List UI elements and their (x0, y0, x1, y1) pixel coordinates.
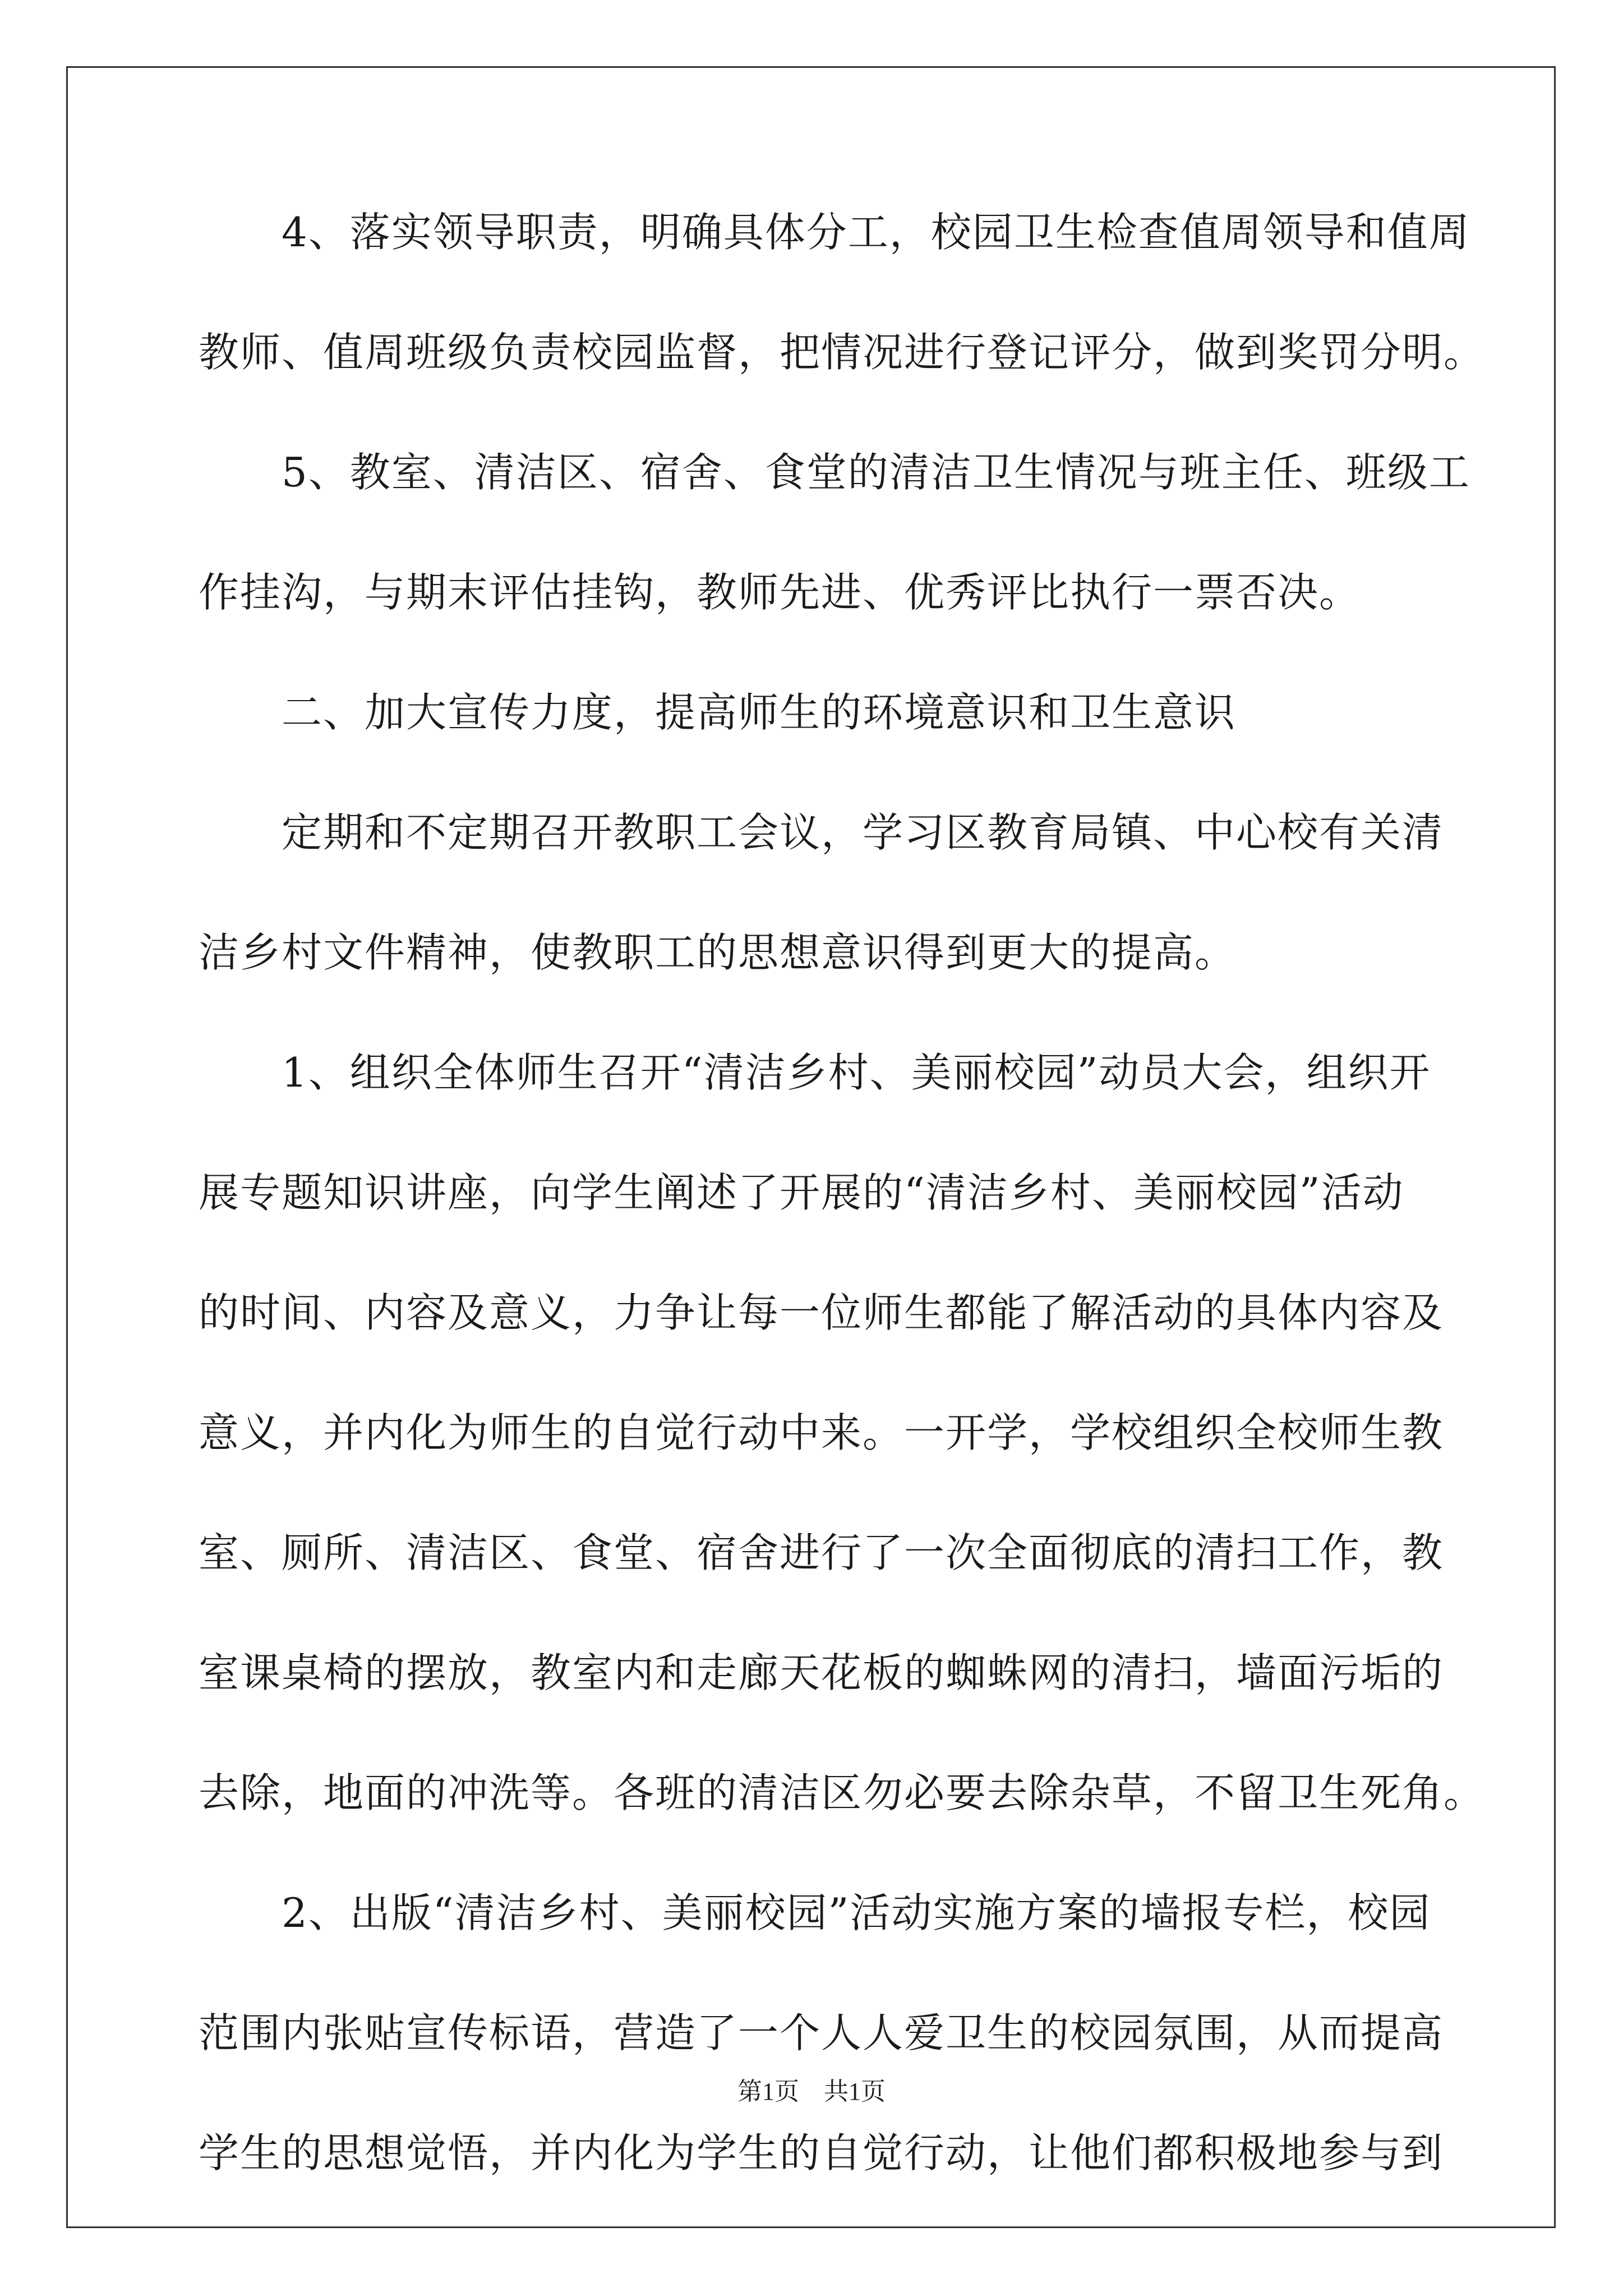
text-line: 教师、值周班级负责校园监督，把情况进行登记评分，做到奖罚分明。 (199, 329, 1486, 376)
section-heading: 二、加大宣传力度，提高师生的环境意识和卫生意识 (282, 689, 1237, 736)
text-line: 作挂沟，与期末评估挂钩，教师先进、优秀评比执行一票否决。 (199, 569, 1361, 616)
text-line: 5、教室、清洁区、宿舍、食堂的清洁卫生情况与班主任、班级工 (282, 449, 1470, 496)
text-line: 4、落实领导职责，明确具体分工，校园卫生检查值周领导和值周 (282, 209, 1470, 256)
text-line: 室课桌椅的摆放，教室内和走廊天花板的蜘蛛网的清扫，墙面污垢的 (199, 1649, 1444, 1696)
text-line: 的时间、内容及意义，力争让每一位师生都能了解活动的具体内容及 (199, 1289, 1444, 1336)
text-line: 展专题知识讲座，向学生阐述了开展的“清洁乡村、美丽校园”活动 (199, 1169, 1404, 1216)
text-line: 室、厕所、清洁区、食堂、宿舍进行了一次全面彻底的清扫工作，教 (199, 1529, 1444, 1576)
document-body (199, 209, 1486, 2253)
text-line: 去除，地面的冲洗等。各班的清洁区勿必要去除杂草，不留卫生死角。 (199, 1769, 1486, 1816)
text-line: 定期和不定期召开教职工会议，学习区教育局镇、中心校有关清 (282, 809, 1444, 856)
text-line: 洁乡村文件精神，使教职工的思想意识得到更大的提高。 (199, 929, 1237, 976)
page-number: 第1页 (737, 2078, 799, 2105)
page-footer (0, 2079, 1623, 2104)
text-line: 范围内张贴宣传标语，营造了一个人人爱卫生的校园氛围，从而提高 (199, 2009, 1444, 2056)
text-line: 2、出版“清洁乡村、美丽校园”活动实施方案的墙报专栏，校园 (282, 1889, 1431, 1936)
text-line: 意义，并内化为师生的自觉行动中来。一开学，学校组织全校师生教 (199, 1409, 1444, 1456)
text-line: 学生的思想觉悟，并内化为学生的自觉行动，让他们都积极地参与到 (199, 2129, 1444, 2177)
text-line: 1、组织全体师生召开“清洁乡村、美丽校园”动员大会，组织开 (282, 1049, 1431, 1096)
page-total: 共1页 (824, 2078, 886, 2105)
